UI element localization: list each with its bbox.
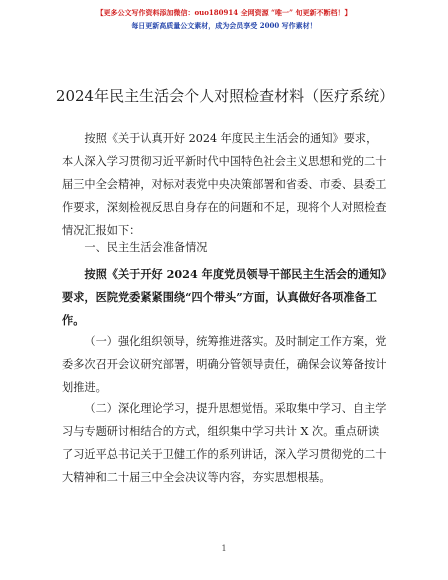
page-number: 1 — [221, 544, 227, 553]
document-title: 2024年民主生活会个人对照检查材料（医疗系统） — [55, 87, 395, 105]
body-paragraph: （二）深化理论学习，提升思想觉悟。采取集中学习、自主学习与专题研讨相结合的方式，组织集中学习共计 X 次。重点研读了习近平总书记关于卫健工作的系列讲话，深入学习贯彻党的二十大精神和二十届三中全会决议等内容，夯实思想根基。 — [62, 402, 387, 484]
section-heading: 一、民主生活会准备情况 — [84, 241, 208, 254]
intro-paragraph: 按照《关于认真开好 2024 年度民主生活会的通知》要求，本人深入学习贯彻习近平新时代中国特色社会主义思想和党的二十届三中全会精神，对标对表党中央决策部署和省委、市委、县委工作要求，深刻检视反思自身存在的问题和不足，现将个人对照检查情况汇报如下： — [62, 132, 387, 237]
promo-banner-line-1: 【更多公文写作资料添加微信：ouo180914 全网资源 “唯一” 旬更新不断档！】 — [96, 8, 352, 17]
promo-banner-line-2: 每日更新高质量公文素材，成为会员享受 2000 写作素材！ — [131, 21, 317, 30]
body-paragraph: 按照《关于开好 2024 年度党员领导干部民主生活会的通知》要求，医院党委紧紧围绕“四个带头”方面，认真做好各项准备工作。 — [62, 267, 387, 327]
body-paragraph: （一）强化组织领导，统筹推进落实。及时制定工作方案，党委多次召开会议研究部署，明确分管领导责任，确保会议筹备按计划推进。 — [62, 335, 387, 394]
